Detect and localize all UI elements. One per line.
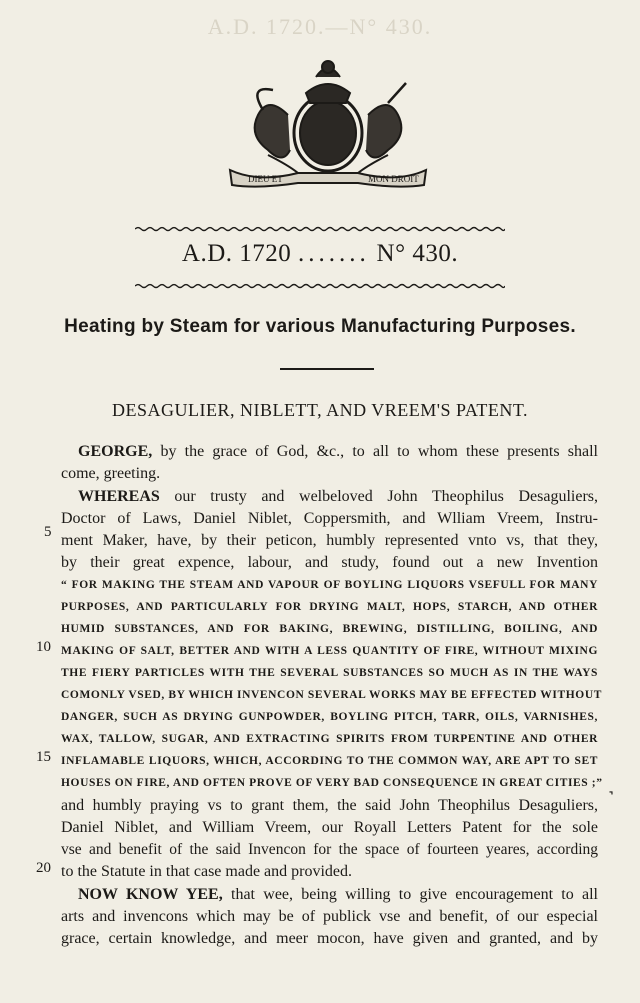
patent-heading	[0, 240, 640, 268]
line-number: 10	[36, 639, 51, 655]
body-line: COMONLY VSED, BY WHICH INVENCON SEVERAL WORKS MAY BE EFFECTED WITHOUT	[61, 689, 603, 701]
line-number: 5	[44, 524, 52, 540]
heading-year: A.D. 1720	[181, 240, 292, 267]
body-line: by their great expence, labour, and study, found out a new Invention	[61, 554, 598, 571]
body-line: arts and invencons which may be of publick vse and benefit, of our especial	[61, 908, 598, 925]
body-line: WAX, TALLOW, SUGAR, AND EXTRACTING SPIRITS FROM TURPENTINE AND OTHER	[61, 733, 598, 745]
body-line: come, greeting.	[61, 465, 161, 482]
heading-number: N° 430.	[376, 240, 459, 267]
body-line: THE FIERY PARTICLES WITH THE SEVERAL SUBSTANCES SO MUCH AS IN THE WAYS	[61, 667, 598, 679]
body-line: PURPOSES, AND PARTICULARLY FOR DRYING MALT, HOPS, STARCH, AND OTHER	[61, 601, 598, 613]
body-line: and humbly praying vs to grant them, the said John Theophilus Desaguliers,	[61, 797, 598, 814]
document-title: Heating by Steam for various Manufacturing Purposes.	[64, 316, 576, 337]
royal-coat-of-arms-icon	[228, 55, 428, 189]
line-number: 20	[36, 860, 51, 876]
body-line: NOW KNOW YEE, that wee, being willing to give encouragement to all	[78, 886, 599, 903]
body-line: ment Maker, have, by their peticon, humbly represented vnto vs, that they,	[61, 532, 598, 549]
wavy-rule-bottom	[135, 283, 505, 289]
margin-mark: ˺	[608, 787, 614, 807]
body-line: GEORGE, by the grace of God, &c., to all to whom these presents shall	[78, 443, 598, 460]
body-line: HOUSES ON FIRE, AND OFTEN PROVE OF VERY BAD CONSEQUENCE IN GREAT CITIES ;”	[61, 777, 603, 789]
motto-left: DIEU ET	[248, 174, 283, 184]
line-number: 15	[36, 749, 51, 765]
body-line: vse and benefit of the said Invencon for the space of fourteen yeares, according	[61, 841, 598, 858]
body-line: grace, certain knowledge, and meer mocon, have given and granted, and by	[61, 930, 598, 947]
body-line: Doctor of Laws, Daniel Niblet, Coppersmith, and Wlliam Vreem, Instru-	[61, 510, 598, 527]
heading-dots: .......	[298, 240, 370, 267]
body-line: WHEREAS our trusty and welbeloved John Theophilus Desaguliers,	[78, 488, 598, 505]
wavy-rule-top	[135, 226, 505, 232]
bleed-through-header: A.D. 1720.—N° 430.	[207, 14, 433, 39]
body-line: “ FOR MAKING THE STEAM AND VAPOUR OF BOYLING LIQUORS VSEFULL FOR MANY	[61, 579, 598, 591]
body-line: INFLAMABLE LIQUORS, WHICH, ACCORDING TO THE COMMON WAY, ARE APT TO SET	[61, 755, 598, 767]
body-line: DANGER, SUCH AS DRYING GUNPOWDER, BOYLING PITCH, TARR, OILS, VARNISHES,	[61, 711, 598, 723]
body-line: Daniel Niblet, and William Vreem, our Royall Letters Patent for the sole	[61, 819, 598, 836]
body-line: MAKING OF SALT, BETTER AND WITH A LESS QUANTITY OF FIRE, WITHOUT MIXING	[61, 645, 598, 657]
motto-right: MON DROIT	[368, 174, 419, 184]
title-divider	[280, 368, 374, 370]
patent-name: DESAGULIER, NIBLETT, AND VREEM'S PATENT.	[111, 400, 529, 420]
body-line: HUMID SUBSTANCES, AND FOR BAKING, BREWING, DISTILLING, BOILING, AND	[61, 623, 598, 635]
body-line: to the Statute in that case made and provided.	[61, 863, 353, 880]
